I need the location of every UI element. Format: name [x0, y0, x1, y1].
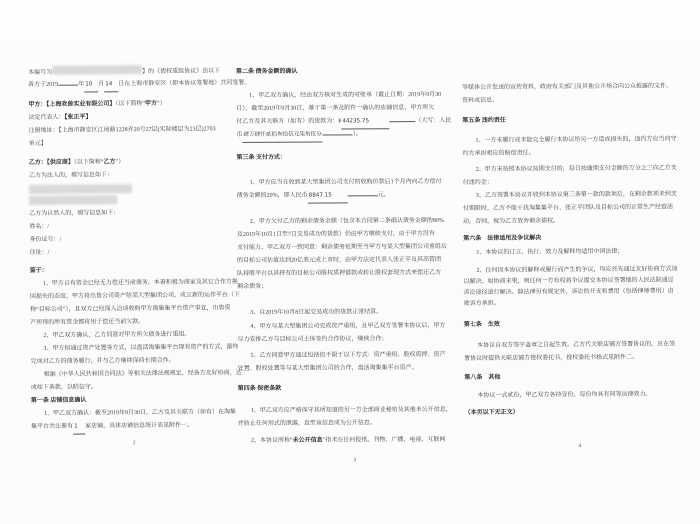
text-line	[31, 419, 237, 434]
text-line	[462, 93, 692, 108]
text-segment: 日），截至2019年9月30日，基于第一条及附件一确认的店铺信息，甲方所欠	[236, 104, 435, 112]
text-segment: 队持股平台以其持有的目标公司股权质押借款或转让股权套现方式来偿还乙方	[237, 269, 442, 277]
text-segment: 并防止任何形式的泄露，直至该信息成为公开信息。	[237, 420, 376, 427]
section-heading	[464, 317, 694, 332]
filled-blank-value: 14	[104, 78, 118, 92]
text-segment: 署协议时提供关联店铺方授权委托书，授权委托书格式见附件二。	[464, 354, 639, 362]
text-segment: 完成对乙方的债务履行，并与乙方继续保持长期合作。	[30, 357, 175, 365]
text-line	[237, 306, 470, 320]
text-segment: （以下简称“	[73, 159, 104, 166]
text-segment: 尽力安排乙方与目标公司主体签约合作协议，继续合作；	[237, 336, 388, 343]
text-line	[463, 146, 693, 161]
text-line	[29, 136, 235, 151]
text-segment: 动。否则，视为乙方放弃剩余债权。	[463, 218, 560, 225]
text-line	[236, 128, 469, 142]
text-segment: ）。	[352, 131, 362, 138]
text-segment: 2	[132, 440, 136, 447]
text-segment: 称“目标公司”），且双方已经深入洽谈收购甲方淘集集平台资产事宜，出售资	[30, 305, 231, 313]
text-segment: （本页以下无正文）	[464, 409, 519, 416]
text-line	[463, 201, 693, 216]
text-segment: 1、甲乙双方应严格保守其所知道的另一方全部商业秘密及其他未公开信息，	[250, 406, 452, 414]
section-heading	[236, 65, 469, 79]
filled-blank-value: 肆万肆仟贰佰叁拾伍元柒角伍分	[242, 129, 322, 143]
contract-page-2	[28, 64, 251, 451]
section-heading	[463, 231, 693, 246]
page-number	[465, 439, 695, 454]
text-line	[31, 406, 237, 421]
text-segment: 乙方为自然人的，填写信息如下：	[29, 210, 120, 217]
blank-underline	[389, 115, 415, 122]
text-segment: 资料或信息。	[462, 97, 499, 104]
section-heading	[236, 151, 469, 165]
section-heading	[464, 370, 694, 385]
text-segment: 1、甲乙双方确认：截至2019年9月30日，乙方及其关联方（如有）在淘集	[44, 409, 237, 417]
text-segment: 根据《中华人民共和国合同法》等相关法律法规规定，经各方友好协商，达	[43, 370, 242, 378]
filled-blank-value: 44235.75	[341, 115, 389, 129]
text-segment: 甲方：【上海欢兽实业有限公司】	[28, 101, 116, 108]
text-line	[238, 434, 471, 448]
text-line	[238, 404, 471, 418]
text-segment: 身份证号：/	[29, 236, 62, 243]
text-line	[463, 162, 693, 177]
text-segment: 年	[78, 81, 85, 88]
text-segment: 1、甲方应当在收到某大型集团公司支付的收购价款后1个月内向乙方偿付	[249, 178, 442, 186]
contract-page-4	[462, 80, 695, 454]
text-line	[237, 241, 470, 255]
text-line	[237, 267, 470, 281]
filled-blank-value: 8847.15	[308, 189, 348, 203]
text-segment: 本编号为	[28, 69, 53, 76]
text-line	[30, 302, 236, 317]
text-segment: （以下简称“	[115, 100, 146, 108]
text-segment: 单元】	[28, 140, 47, 147]
text-line	[464, 388, 694, 403]
text-segment: 本协议一式贰份，甲乙双方各持壹份，每份均具有同等法律效力。	[477, 391, 652, 399]
text-segment: 第三条 支付方式：	[236, 154, 287, 161]
text-segment: 【张正平】	[64, 114, 92, 121]
text-line	[237, 176, 470, 190]
text-segment: 3	[353, 457, 356, 464]
text-line	[238, 362, 471, 376]
text-line	[29, 123, 235, 138]
text-segment: 集平台共注册有	[31, 423, 74, 430]
redacted-text	[29, 183, 235, 194]
text-segment: 约方承担相应的赔偿责任。	[462, 150, 535, 157]
text-segment: 乙方为法人的，填写信息如下：	[28, 172, 113, 179]
text-segment: 及2019年10月1日至7日交易成功的货款）仍由甲方继续支付，由于甲方没有	[236, 230, 435, 238]
text-segment: 债务金额的20%，即人民币	[236, 192, 308, 199]
text-segment: 2、甲方未按照本协议按期支付的，每日按逾期支付金额的万分之三向乙方支	[475, 165, 677, 173]
text-segment: 甲方	[144, 100, 158, 107]
text-segment: 第六条 法律适用及争议解决	[463, 235, 542, 242]
text-segment: 2、本协议所称“	[250, 437, 293, 444]
section-heading	[465, 405, 695, 420]
text-line	[29, 168, 235, 183]
text-line	[237, 254, 470, 268]
text-line	[463, 245, 693, 260]
text-segment: 3、自2019年10月8日起交易成功的货款正常结算。	[250, 309, 383, 316]
text-segment: 付期限时，乙方不能干扰淘集集平台、张正平团队及目标公司的正常生产经营活	[462, 204, 674, 212]
text-segment: 3、甲方拟通过资产处置等方式，以盘活淘集集平台现有资产的方式，最终	[43, 344, 239, 352]
text-segment: 4	[578, 443, 582, 450]
text-segment: 1、甲乙双方确认，经由双方核对生成的对账单（截止日期：2019年9月30	[249, 91, 442, 99]
text-segment: 付违约金；	[462, 179, 493, 186]
redaction-blur	[52, 65, 142, 75]
text-segment: 4、甲方与某大型集团公司完成资产重组，且甲乙双方签署本协议后，甲方	[250, 322, 446, 330]
text-segment: 1、本协议的订立、执行、效力及解释均适用中国法律；	[476, 248, 624, 256]
text-segment: 鉴于：	[29, 267, 48, 274]
text-segment: 产所得的所有资金都将用于偿还当前欠款。	[30, 318, 145, 326]
text-segment: 家店铺，具体店铺信息统计表见附件一。	[85, 422, 194, 430]
redaction-blur	[29, 195, 117, 205]
text-segment: 以解决。如协商未果，则任何一方有权将争议提交本协议签署地的人民法院通过	[463, 277, 674, 285]
text-segment: 剩余债务；	[237, 283, 268, 290]
text-segment: 3、乙方签署本协议并收到本协议第三条第一款的款项后，在剩余款项未到支	[475, 191, 677, 199]
text-segment: 付乙方及其关联方（如有）的货款为：¥	[236, 118, 342, 125]
text-line	[238, 417, 471, 431]
text-line	[31, 367, 242, 382]
text-segment: 2、任何因本协议的解释或履行而产生的争议，均应首先通过友好协商方式加	[476, 266, 678, 274]
section-heading	[462, 113, 692, 128]
contract-page-3	[236, 65, 471, 468]
text-line	[237, 189, 470, 203]
text-segment: 月	[98, 81, 105, 88]
text-segment: 日在上海市静安区（即本协议签署地）共同签署。	[118, 80, 251, 88]
text-segment: 乙方	[103, 159, 116, 166]
text-segment: 处置、股权处置等与某大型集团公司的合作，盘活淘集集平台资产。	[237, 365, 418, 372]
text-segment: 回损失的态度，甲方将出售公司资产给某大型集团公司，成立新的运作平台（下	[29, 292, 241, 300]
text-segment: 乙方：【供应商】	[28, 159, 74, 166]
text-line	[236, 89, 469, 103]
text-segment: 第八条 其他	[464, 374, 501, 381]
filled-blank-value: 1	[73, 421, 85, 435]
text-segment: 住址：/	[29, 249, 50, 256]
text-segment: 第四条 保密条款	[237, 385, 282, 392]
text-line	[464, 351, 694, 366]
text-line	[237, 333, 470, 347]
text-segment: 】的《债权重组协议》由以下	[142, 68, 221, 76]
text-segment: 的目标公司估值达到20亿美元或上市时，由甲方法定代表人张正平及其高管团	[237, 256, 442, 264]
text-segment: 败诉方承担。	[463, 300, 500, 307]
text-line	[237, 228, 470, 242]
text-segment: 1、甲方自有资金已经无力偿还当前债务，本着积极为商家及其它合作方挽	[42, 279, 238, 287]
text-line	[30, 341, 239, 356]
text-segment: 法定代表人：	[28, 114, 65, 121]
text-segment: 2、甲乙双方确认，乙方同意对甲方所欠债务进行重组。	[43, 331, 191, 339]
text-segment: 第七条 生效	[463, 321, 500, 328]
text-line	[462, 80, 692, 95]
text-segment: 姓名：/	[29, 223, 50, 230]
text-segment: ”）	[157, 100, 166, 107]
redacted-text	[29, 194, 235, 205]
text-segment: 第二条 债务金额的确认	[236, 68, 298, 75]
text-segment: 本协议自双方签字盖章之日起生效。乙方代关联店铺方签署协议的，应在签	[477, 341, 676, 349]
text-line	[30, 245, 236, 260]
text-line	[237, 320, 470, 334]
text-line	[236, 102, 469, 116]
text-line	[463, 214, 693, 229]
text-segment: 支付能力，甲乙双方一致同意：剩余债务延期至当甲方与某大型集团公司重组后	[236, 243, 447, 251]
text-segment: ”指未在任何报纸、刊物、广播、电视、互联网	[322, 436, 446, 444]
filled-blank-value: 10	[84, 78, 98, 92]
blank-underline	[348, 189, 378, 196]
text-line	[464, 338, 694, 353]
redaction-blur	[29, 184, 132, 194]
blank-underline	[58, 79, 78, 86]
text-line	[236, 115, 469, 129]
text-segment: 2、甲方欠付乙方的剩余债务金额（包含本合同第二条确认债务金额的80%	[249, 217, 444, 225]
text-line	[462, 133, 692, 148]
text-segment: 5、乙方同意甲方通过包括但不限于以下方式：资产重组、股权质押、资产	[250, 351, 446, 359]
text-line	[237, 349, 470, 363]
text-segment: 注册地址：【上海市静安区江场路1228弄20号27层(实际楼层为23层)2703	[28, 126, 216, 134]
text-segment: 币	[236, 131, 243, 138]
text-segment: 元。	[377, 192, 390, 199]
text-segment: 各方于2019	[28, 81, 59, 88]
text-segment: 1、一方未履行或未能完全履行本协议给另一方造成损失的，违约方应当向守	[475, 136, 677, 144]
page-number	[31, 436, 237, 451]
section-heading	[238, 382, 471, 396]
blank-underline	[323, 128, 353, 135]
text-line	[28, 77, 251, 92]
text-segment: 未公开信息	[292, 437, 323, 444]
text-segment: 第五条 违约责任	[462, 117, 506, 124]
text-segment: （大写：人民	[415, 117, 452, 125]
text-line	[237, 280, 470, 294]
text-segment: ”）	[115, 159, 125, 166]
text-segment: 等媒体公开发送的宣传资料，政府有关部门及其他公开场合向公众披露的文件、	[462, 83, 673, 91]
page-number	[238, 454, 471, 468]
text-segment: 诉讼途径进行解决。除法律另有规定外，诉讼的开支和费用（包括律师费用）由	[463, 288, 674, 296]
text-segment: 成如下条款，以昭信守。	[30, 384, 97, 391]
text-segment: 第一条 店铺信息确认	[30, 397, 87, 404]
text-line	[237, 215, 470, 229]
